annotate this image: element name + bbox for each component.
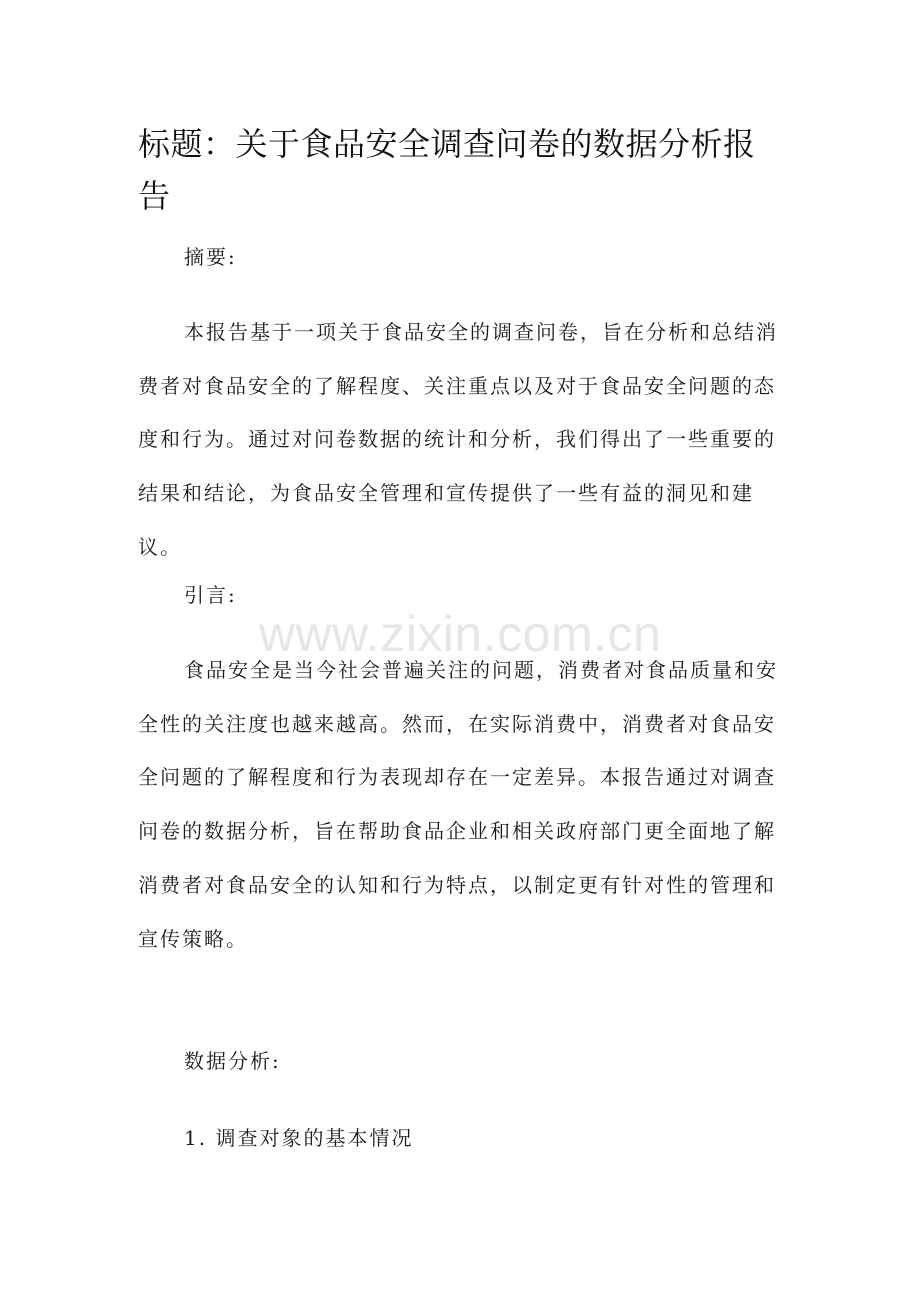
data-analysis-heading: 数据分析: (184, 1049, 281, 1073)
abstract-paragraph: 本报告基于一项关于食品安全的调查问卷，旨在分析和总结消费者对食品安全的了解程度、关注重点以及对于食品安全问题的态度和行为。通过对问卷数据的统计和分析，我们得出了一些重要的结果和结论，为食品安全管理和宣传提供了一些有益的洞见和建议。 (138, 320, 778, 559)
introduction-heading: 引言: (184, 583, 237, 607)
document-title: 标题：关于食品安全调查问卷的数据分析报告 (138, 125, 756, 215)
introduction-paragraph: 食品安全是当今社会普遍关注的问题，消费者对食品质量和安全性的关注度也越来越高。然而，在实际消费中，消费者对食品安全问题的了解程度和行为表现却存在一定差异。本报告通过对调查问卷的数据分析，旨在帮助食品企业和相关政府部门更全面地了解消费者对食品安全的认知和行为特点，以制定更有针对性的管理和宣传策略。 (138, 658, 778, 951)
section-heading-1: 1. 调查对象的基本情况 (184, 1126, 414, 1150)
abstract-heading: 摘要: (184, 245, 237, 269)
watermark-text: www.zixin.com.cn (258, 606, 662, 662)
